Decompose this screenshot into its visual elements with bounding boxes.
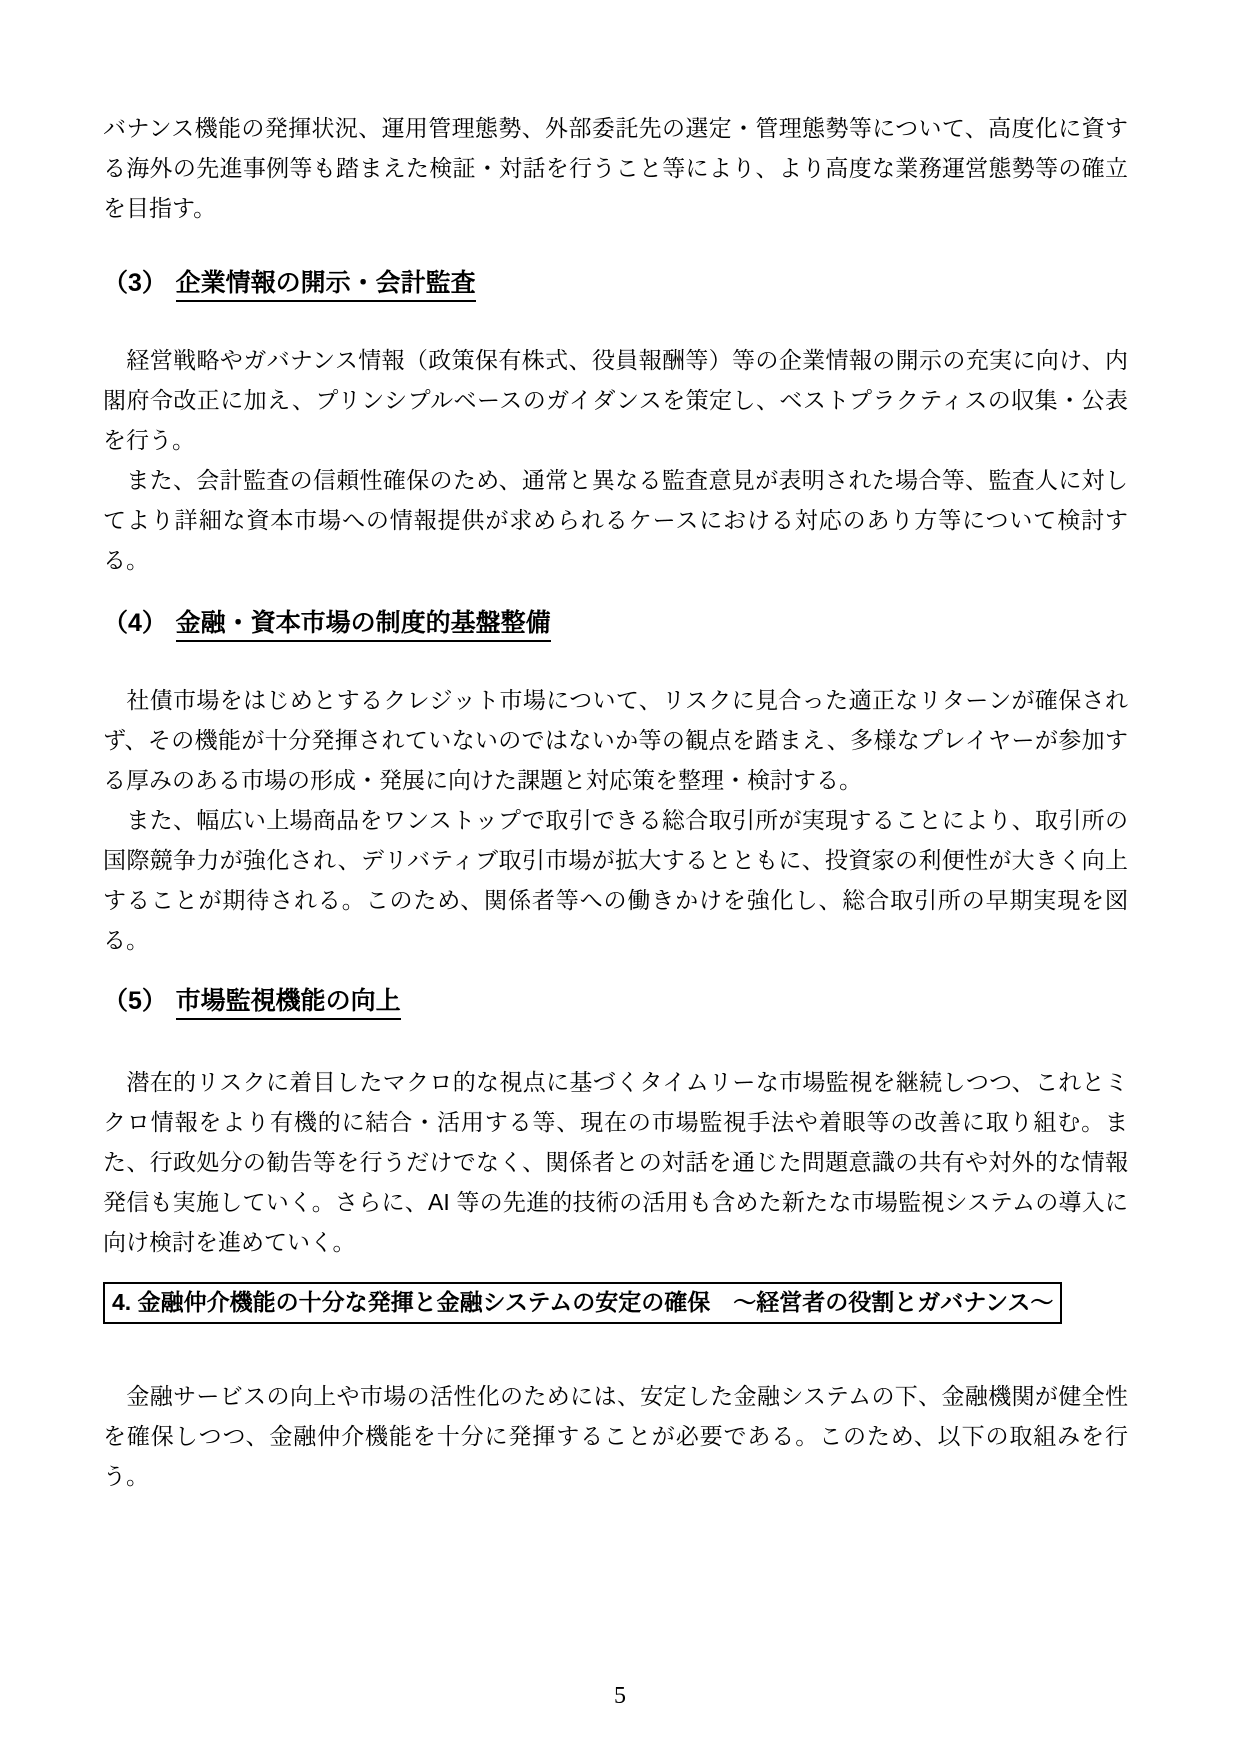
page-number: 5 xyxy=(614,1683,626,1709)
section-3-title: 企業情報の開示・会計監査 xyxy=(176,269,476,302)
section-5-title: 市場監視機能の向上 xyxy=(176,987,401,1020)
section-3-number: （3） xyxy=(103,269,167,297)
chapter-heading-row xyxy=(103,1282,1128,1324)
boxed-chapter-heading: 4. 金融仲介機能の十分な発揮と金融システムの安定の確保 ～経営者の役割とガバナンス～ xyxy=(103,1282,1062,1324)
section-5-paragraph-1: 潜在的リスクに着目したマクロ的な視点に基づくタイムリーな市場監視を継続しつつ、これとミクロ情報をより有機的に結合・活用する等、現在の市場監視手法や着眼等の改善に取り組む。また、行政処分の勧告等を行うだけでなく、関係者との対話を通じた問題意識の共有や対外的な情報発信も実施していく。さらに、AI 等の先進的技術の活用も含めた新たな市場監視システムの導入に向け検討を進めていく。 xyxy=(103,1069,1128,1255)
section-3-paragraph-2: また、会計監査の信頼性確保のため、通常と異なる監査意見が表明された場合等、監査人に対してより詳細な資本市場への情報提供が求められるケースにおける対応のあり方等について検討する。 xyxy=(103,467,1128,573)
section-4-paragraph-2: また、幅広い上場商品をワンストップで取引できる総合取引所が実現することにより、取引所の国際競争力が強化され、デリバティブ取引市場が拡大するとともに、投資家の利便性が大きく向上することが期待される。このため、関係者等への働きかけを強化し、総合取引所の早期実現を図る。 xyxy=(103,807,1128,953)
section-heading-3 xyxy=(103,266,1128,300)
section-heading-5 xyxy=(103,984,1128,1018)
continuation-paragraph: バナンス機能の発揮状況、運用管理態勢、外部委託先の選定・管理態勢等について、高度化に資する海外の先進事例等も踏まえた検証・対話を行うこと等により、より高度な業務運営態勢等の確立を目指す。 xyxy=(103,115,1128,221)
section-5-number: （5） xyxy=(103,987,167,1015)
section-heading-4 xyxy=(103,606,1128,640)
closing-paragraph: 金融サービスの向上や市場の活性化のためには、安定した金融システムの下、金融機関が健全性を確保しつつ、金融仲介機能を十分に発揮することが必要である。このため、以下の取組みを行う。 xyxy=(103,1383,1128,1489)
section-4-number: （4） xyxy=(103,609,167,637)
section-4-paragraph-1: 社債市場をはじめとするクレジット市場について、リスクに見合った適正なリターンが確保されず、その機能が十分発揮されていないのではないか等の観点を踏まえ、多様なプレイヤーが参加する厚みのある市場の形成・発展に向けた課題と対応策を整理・検討する。 xyxy=(103,687,1128,793)
section-4-title: 金融・資本市場の制度的基盤整備 xyxy=(176,609,551,642)
section-3-paragraph-1: 経営戦略やガバナンス情報（政策保有株式、役員報酬等）等の企業情報の開示の充実に向け、内閣府令改正に加え、プリンシプルベースのガイダンスを策定し、ベストプラクティスの収集・公表を行う。 xyxy=(103,347,1128,453)
